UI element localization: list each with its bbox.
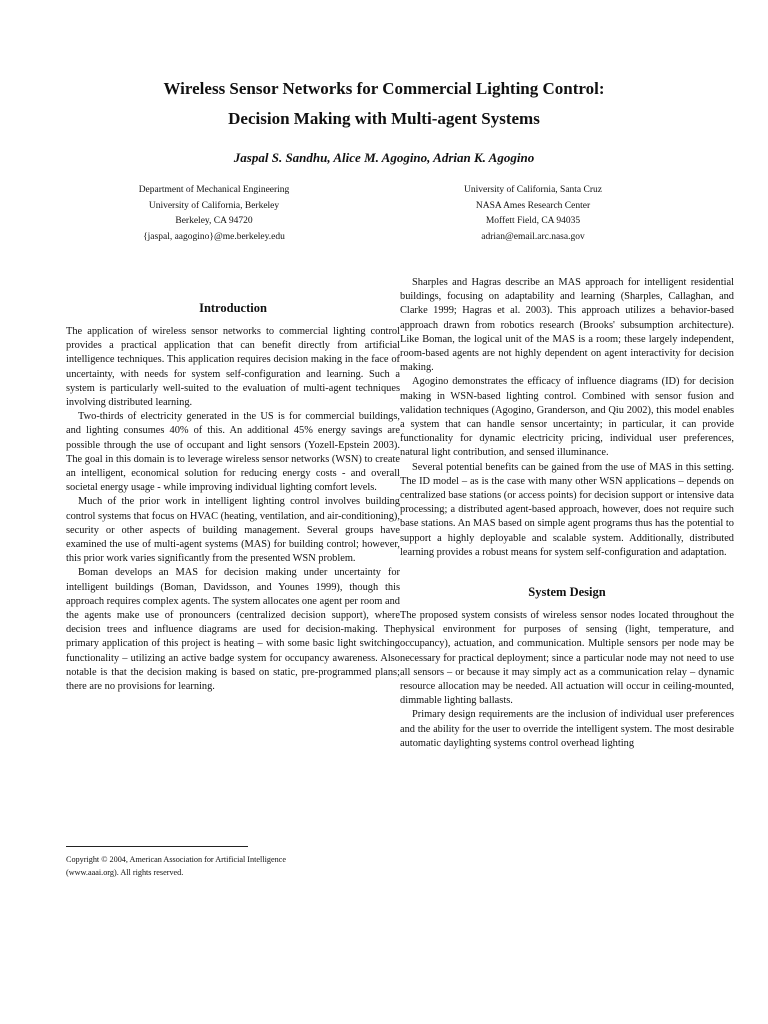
affiliation-line: Berkeley, CA 94720	[175, 216, 253, 227]
footnote-rule	[66, 846, 248, 847]
body-paragraph: Sharples and Hagras describe an MAS approach for intelligent residential buildings, focusing on adaptability and learning (Sharples, Callaghan, and Clarke 1999; Hagras et al. 2003). This approach utilizes a behavior-based approach drawn from robotics research (Brooks' subsumption architecture). Like Boman, the logical unit of the MAS is a room; these largely independent, room-based agents are not highly dependent on agent interactivity for decision making.	[400, 277, 734, 374]
affiliation-email: adrian@email.arc.nasa.gov	[481, 231, 585, 242]
copyright-footnote	[66, 846, 400, 879]
body-paragraph: Two-thirds of electricity generated in the US is for commercial buildings, and lighting consumes 40% of this. An additional 45% energy savings are possible through the use of occupant and light sensors (Yozell-Epstein 2003). The goal in this domain is to leverage wireless sensor networks (WSN) to create an intelligent, economical solution for reducing energy costs - and overall societal energy usage - while improving individual lighting comfort levels.	[66, 411, 400, 494]
body-paragraph: The proposed system consists of wireless sensor nodes located throughout the physical environment for purposes of sensing (light, temperature, and occupancy), actuation, and communication. Multiple sensors per node may be necessary for practical deployment; since a particular node may not need to use all sensors – or because it may simply act as a communication relay – dynamic resource allocation may be needed. All actuation will occur in ceiling-mounted, dimmable lighting ballasts.	[400, 610, 734, 707]
affiliation-email: {jaspal, aagogino}@me.berkeley.edu	[143, 231, 285, 242]
body-paragraph: The application of wireless sensor networks to commercial lighting control provides a practical application that can benefit directly from artificial intelligence techniques. This application requires decision making in the face of uncertainty, with needs for system self-configuration and learning. Such a system is particularly well-suited to the evaluation of multi-agent techniques involving distributed learning.	[66, 326, 400, 409]
title-line-2: Decision Making with Multi-agent Systems	[228, 109, 540, 128]
right-column	[400, 276, 734, 751]
affiliation-line: University of California, Berkeley	[148, 200, 280, 211]
body-paragraph: Boman develops an MAS for decision making under uncertainty for intelligent buildings (Boman, Davidsson, and Younes 1999), though this approach requires complex agents. The system allocates one agent per room and the agents make use of pronouncers (centralized decision support), where decision trees and influence diagrams are used for decision-making. The primary application of this project is heating – with some basic light switching functionality – utilizing an active badge system for occupancy awareness. Also notable is that the decision making is based on static, pre-programmed plans; there are no provisions for learning.	[66, 567, 400, 693]
section-heading-system-design: System Design	[528, 585, 606, 600]
affiliation-line: NASA Ames Research Center	[475, 200, 591, 211]
copyright-line: Copyright © 2004, American Association for Artificial Intelligence	[66, 855, 286, 864]
body-paragraph: Agogino demonstrates the efficacy of influence diagrams (ID) for decision making in WSN-based lighting control. Combined with sensor fusion and validation techniques (Agogino, Granderson, and Qiu 2002), this model enables a system that can handle sensor uncertainty; in particular, it can provide functionality for dynamic electricity pricing, individual user preferences, natural light contribution, and sensed illuminance.	[400, 376, 734, 459]
body-paragraph: Primary design requirements are the inclusion of individual user preferences and the ability for the user to override the intelligent system. The most desirable automatic daylighting systems control overhead lighting	[400, 709, 734, 749]
affiliation-santa-cruz	[383, 183, 683, 245]
affiliation-line: Department of Mechanical Engineering	[138, 185, 290, 195]
affiliation-berkeley	[64, 183, 364, 245]
left-column	[66, 300, 400, 694]
body-paragraph: Several potential benefits can be gained from the use of MAS in this setting. The ID model – as is the case with many other WSN applications – depends on centralized base stations (or access points) for decision support or intensive data processing; a distributed agent-based approach, however, does not require such base stations. An MAS based on simple agent programs thus has the potential to support a highly deployable and scalable system. Additionally, distributed learning provides a robust means for system self-configuration and adaptation.	[400, 461, 734, 558]
affiliation-line: University of California, Santa Cruz	[464, 185, 602, 195]
title-line-1: Wireless Sensor Networks for Commercial Lighting Control:	[163, 79, 605, 98]
copyright-line: (www.aaai.org). All rights reserved.	[66, 867, 184, 877]
body-paragraph: Much of the prior work in intelligent lighting control involves building control systems that focus on HVAC (heating, ventilation, and air-conditioning), security or other aspects of building management. Several groups have examined the use of multi-agent systems (MAS) for building control; however, this prior work varies significantly from the presented WSN problem.	[66, 496, 400, 565]
author-list: Jaspal S. Sandhu, Alice M. Agogino, Adrian K. Agogino	[233, 150, 535, 165]
affiliation-line: Moffett Field, CA 94035	[485, 216, 581, 227]
section-heading-introduction: Introduction	[199, 301, 267, 315]
